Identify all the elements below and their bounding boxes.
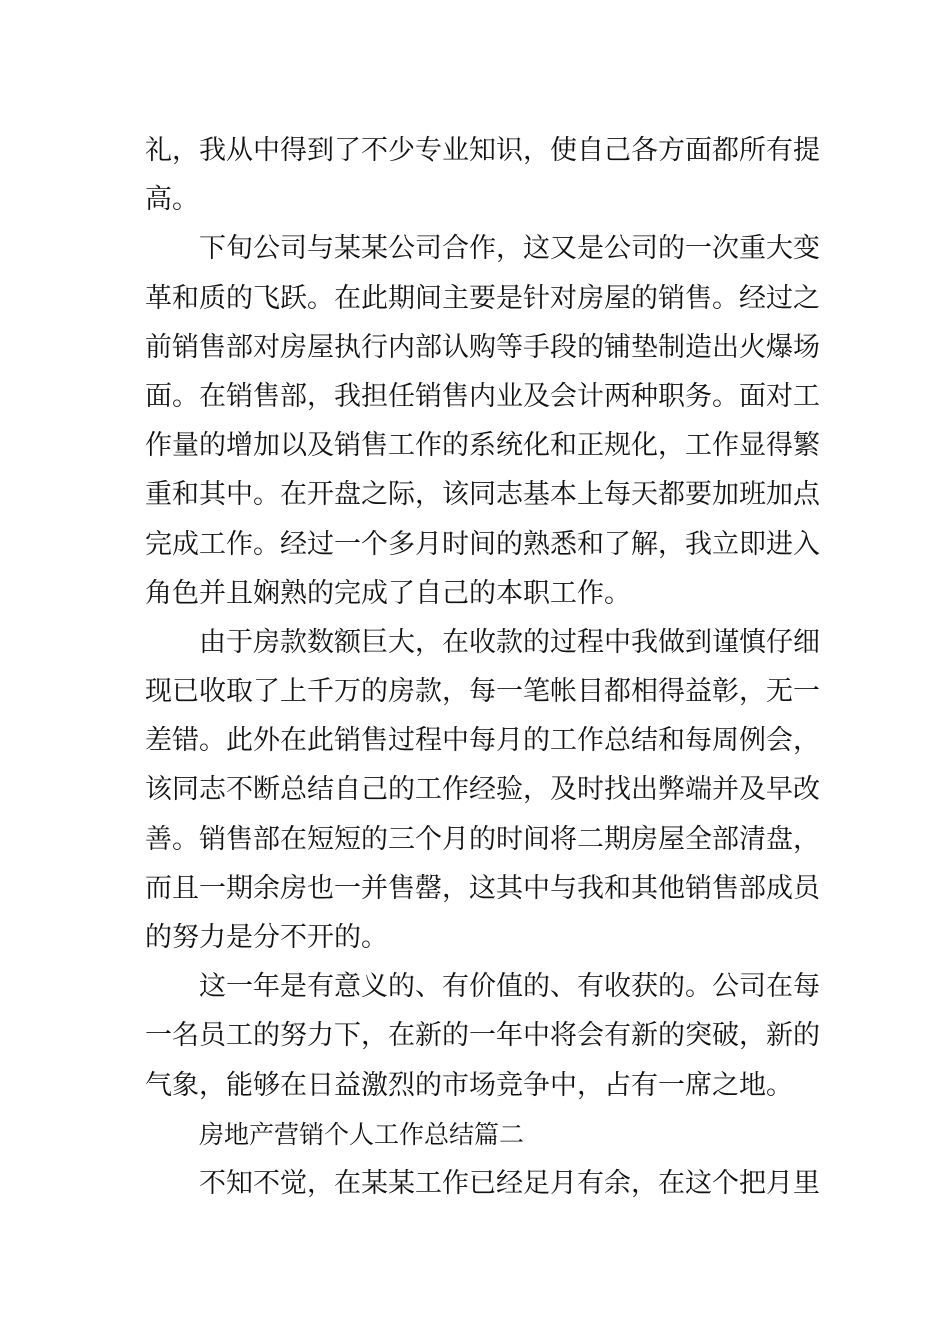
text-line: 角色并且娴熟的完成了自己的本职工作。	[145, 577, 631, 609]
text-line: 气象，能够在日益激烈的市场竞争中，占有一席之地。	[145, 1069, 793, 1101]
paragraph-start-line: 这一年是有意义的、有价值的、有收获的。公司在每	[199, 971, 820, 1003]
text-line: 而且一期余房也一并售罄，这其中与我和其他销售部成员	[145, 872, 820, 904]
text-line: 完成工作。经过一个多月时间的熟悉和了解，我立即进入	[145, 528, 820, 560]
paragraph-start-line: 不知不觉，在某某工作已经足月有余，在这个把月里	[199, 1167, 820, 1199]
text-line: 一名员工的努力下，在新的一年中将会有新的突破，新的	[145, 1020, 820, 1052]
text-line: 前销售部对房屋执行内部认购等手段的铺垫制造出火爆场	[145, 331, 820, 363]
text-line: 重和其中。在开盘之际，该同志基本上每天都要加班加点	[145, 479, 820, 511]
document-body	[145, 126, 820, 1208]
text-line: 作量的增加以及销售工作的系统化和正规化，工作显得繁	[145, 430, 820, 462]
section-heading: 房地产营销个人工作总结篇二	[199, 1119, 525, 1149]
paragraph-start-line: 下旬公司与某某公司合作，这又是公司的一次重大变	[199, 233, 820, 265]
text-line: 的努力是分不开的。	[145, 922, 388, 953]
text-line: 现已收取了上千万的房款，每一笔帐目都相得益彰，无一	[145, 676, 820, 708]
text-line: 高。	[145, 184, 199, 216]
paragraph-start-line: 由于房款数额巨大，在收款的过程中我做到谨慎仔细	[199, 626, 820, 658]
text-line: 差错。此外在此销售过程中每月的工作总结和每周例会，	[145, 725, 820, 757]
text-line: 善。销售部在短短的三个月的时间将二期房屋全部清盘，	[145, 823, 820, 855]
text-line: 革和质的飞跃。在此期间主要是针对房屋的销售。经过之	[145, 282, 820, 314]
text-line: 该同志不断总结自己的工作经验，及时找出弊端并及早改	[145, 774, 820, 806]
text-line: 礼，我从中得到了不少专业知识，使自己各方面都所有提	[145, 135, 820, 166]
text-line: 面。在销售部，我担任销售内业及会计两种职务。面对工	[145, 380, 820, 412]
